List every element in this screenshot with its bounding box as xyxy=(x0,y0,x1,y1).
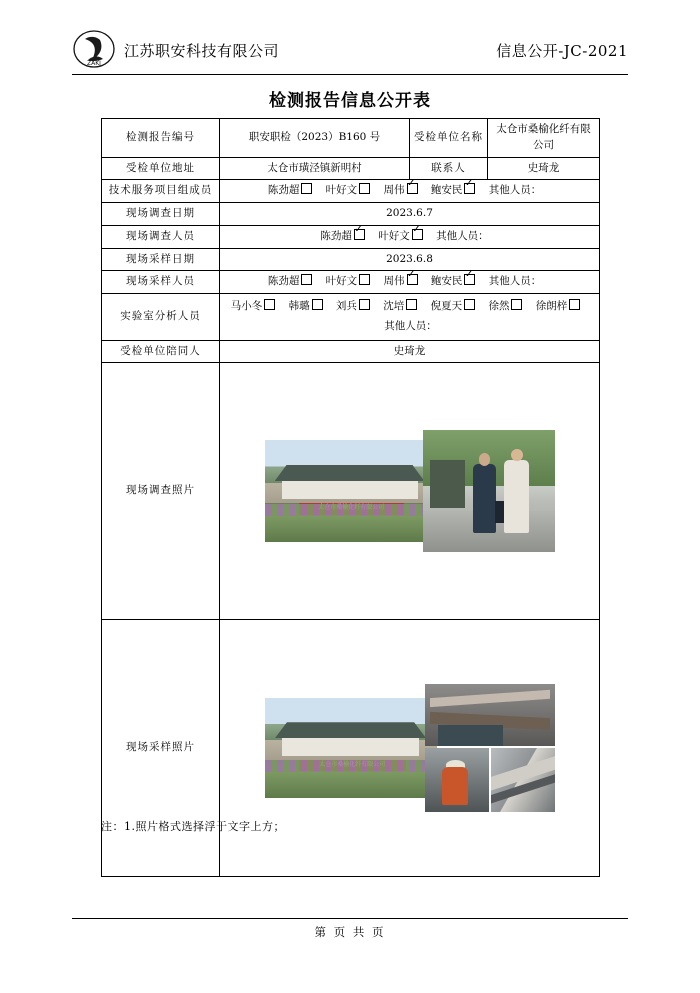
report-no-value: 职安职检（2023）B160 号 xyxy=(220,119,410,158)
table-row xyxy=(102,271,600,294)
photo-production-line xyxy=(491,748,555,812)
survey-staff-cell xyxy=(220,225,600,248)
team-other-label: 其他人员： xyxy=(488,184,542,197)
checkbox[interactable] xyxy=(412,229,423,240)
svg-text:ZAKJ: ZAKJ xyxy=(87,60,101,67)
team-member[interactable]: 周伟 ✓ xyxy=(384,183,418,199)
sampling-staff-member[interactable]: 陈劲超 xyxy=(268,274,313,290)
sampling-staff-label: 现场采样人员 xyxy=(102,271,220,294)
sampling-photo-label: 现场采样照片 xyxy=(102,620,220,877)
client-name-label: 受检单位名称 xyxy=(410,119,488,158)
photo-worker-sampling xyxy=(425,748,489,812)
table-row xyxy=(102,225,600,248)
checkbox[interactable] xyxy=(406,299,417,310)
company-logo-icon xyxy=(72,30,116,70)
info-table xyxy=(101,118,600,877)
lab-staff-label: 实验室分析人员 xyxy=(102,294,220,341)
table-row xyxy=(102,340,600,363)
photo-factory-exterior xyxy=(265,440,435,542)
checkbox[interactable] xyxy=(301,274,312,285)
client-address-value: 太仓市璜泾镇新明村 xyxy=(220,157,410,180)
checkbox[interactable] xyxy=(464,299,475,310)
document-code: 信息公开-JC-2021 xyxy=(496,41,628,60)
checkbox[interactable] xyxy=(301,183,312,194)
page-title: 检测报告信息公开表 xyxy=(269,91,431,111)
lab-staff-member[interactable]: 韩璐 xyxy=(289,299,323,315)
survey-photo-label: 现场调查照片 xyxy=(102,363,220,620)
accompany-label: 受检单位陪同人 xyxy=(102,340,220,363)
sampling-date-value: 2023.6.8 xyxy=(220,248,600,271)
team-members-cell xyxy=(220,180,600,203)
sampling-other-label: 其他人员： xyxy=(488,275,542,288)
lab-staff-member[interactable]: 倪夏天 xyxy=(431,299,476,315)
team-member[interactable]: 叶好文 xyxy=(326,183,371,199)
checkbox[interactable] xyxy=(264,299,275,310)
lab-staff-member[interactable]: 徐然 xyxy=(488,299,522,315)
photo-factory-exterior-2 xyxy=(265,698,437,798)
survey-photo-group xyxy=(265,430,555,552)
sampling-photo-cell xyxy=(220,620,600,877)
lab-staff-cell xyxy=(220,294,600,341)
contact-label: 联系人 xyxy=(410,157,488,180)
checkbox[interactable] xyxy=(464,274,475,285)
sampling-staff-member[interactable]: 周伟 ✓ xyxy=(384,274,418,290)
survey-other-label: 其他人员： xyxy=(436,229,489,242)
checkbox[interactable] xyxy=(354,229,365,240)
survey-photo-cell xyxy=(220,363,600,620)
checkbox[interactable] xyxy=(312,299,323,310)
table-row xyxy=(102,248,600,271)
team-member[interactable]: 陈劲超 xyxy=(268,183,313,199)
checkbox[interactable] xyxy=(359,183,370,194)
sampling-staff-member[interactable]: 鲍安民 ✓ xyxy=(431,274,476,290)
survey-staff-member[interactable]: 叶好文 ✓ xyxy=(378,229,423,245)
survey-staff-member[interactable]: 陈劲超 ✓ xyxy=(320,229,365,245)
lab-staff-member[interactable]: 徐朗梓 xyxy=(536,299,581,315)
photo-workshop-equipment xyxy=(425,684,555,746)
page-number: 第 页 共 页 xyxy=(314,925,386,939)
footer-divider xyxy=(72,918,628,919)
table-row xyxy=(102,180,600,203)
table-row xyxy=(102,620,600,877)
lab-staff-member[interactable]: 刘兵 xyxy=(336,299,370,315)
checkbox[interactable] xyxy=(359,299,370,310)
company-name: 江苏职安科技有限公司 xyxy=(124,41,280,60)
sampling-photo-grid xyxy=(425,684,555,812)
sampling-photo-group xyxy=(265,684,555,812)
survey-date-label: 现场调查日期 xyxy=(102,203,220,226)
header-divider xyxy=(72,74,628,75)
team-label: 技术服务项目组成员 xyxy=(102,180,220,203)
table-row xyxy=(102,119,600,158)
survey-staff-label: 现场调查人员 xyxy=(102,225,220,248)
lab-other-label: 其他人员： xyxy=(384,319,437,332)
team-member[interactable]: 鲍安民 ✓ xyxy=(431,183,476,199)
brand xyxy=(72,30,279,70)
survey-date-value: 2023.6.7 xyxy=(220,203,600,226)
contact-value: 史琦龙 xyxy=(488,157,600,180)
client-address-label: 受检单位地址 xyxy=(102,157,220,180)
footnote: 注：1.照片格式选择浮于文字上方； xyxy=(101,820,285,833)
checkbox[interactable] xyxy=(569,299,580,310)
lab-staff-member[interactable]: 沈培 xyxy=(383,299,417,315)
client-name-value: 太仓市桑榆化纤有限公司 xyxy=(488,119,600,158)
photo-site-survey-people xyxy=(423,430,555,552)
checkbox[interactable] xyxy=(407,183,418,194)
table-row xyxy=(102,363,600,620)
checkbox[interactable] xyxy=(359,274,370,285)
checkbox[interactable] xyxy=(464,183,475,194)
table-row xyxy=(102,294,600,341)
report-no-label: 检测报告编号 xyxy=(102,119,220,158)
checkbox[interactable] xyxy=(511,299,522,310)
sampling-date-label: 现场采样日期 xyxy=(102,248,220,271)
checkbox[interactable] xyxy=(407,274,418,285)
lab-staff-member[interactable]: 马小冬 xyxy=(231,299,276,315)
page-header xyxy=(72,28,628,74)
sampling-staff-cell xyxy=(220,271,600,294)
sampling-staff-member[interactable]: 叶好文 xyxy=(326,274,371,290)
table-row xyxy=(102,203,600,226)
accompany-value: 史琦龙 xyxy=(220,340,600,363)
table-row xyxy=(102,157,600,180)
